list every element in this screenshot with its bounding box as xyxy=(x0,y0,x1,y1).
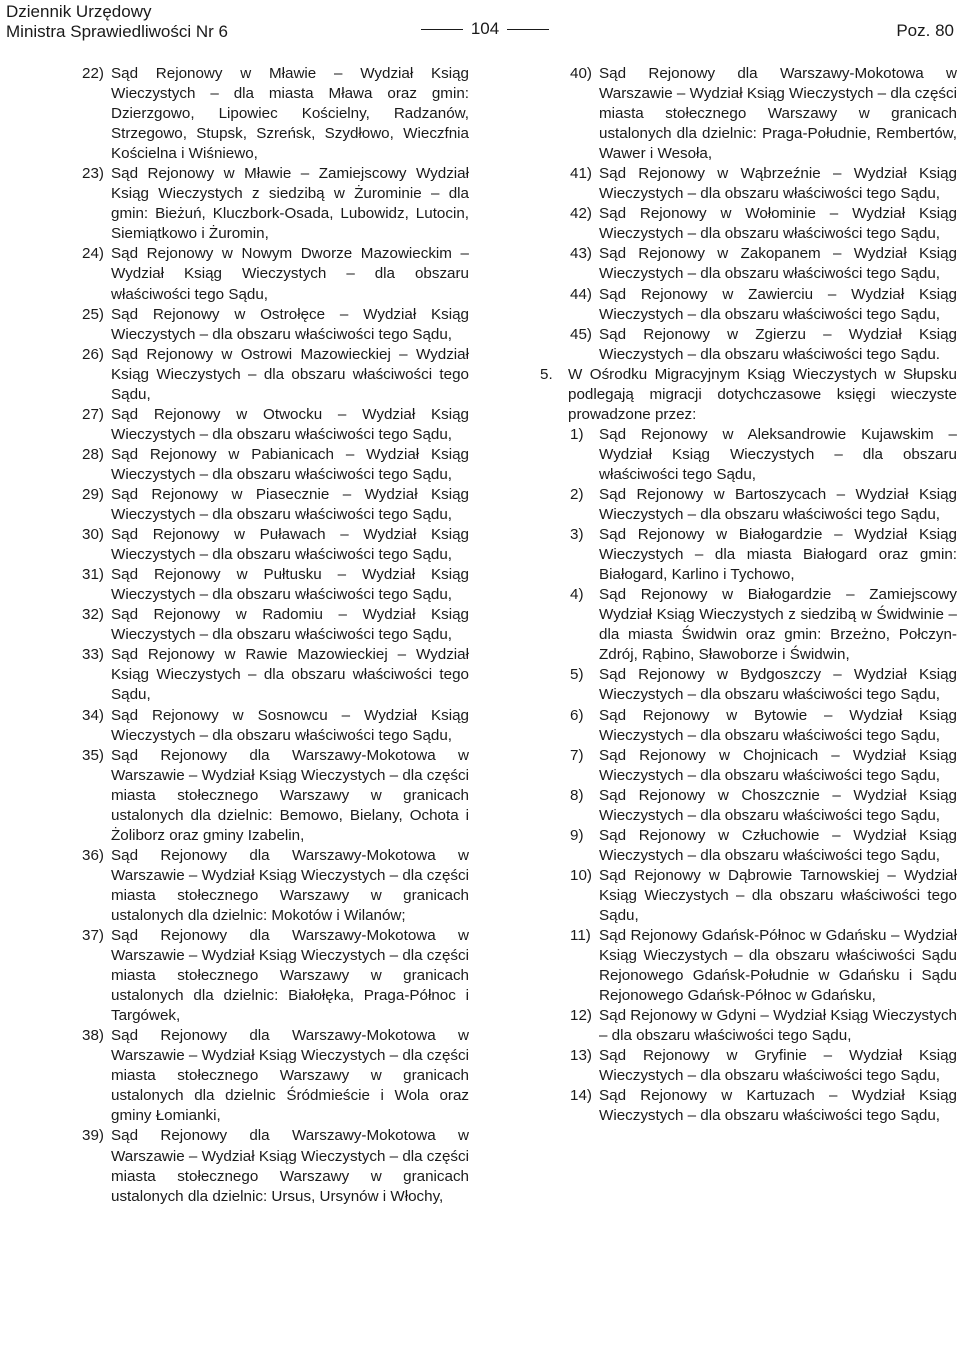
item-text: Sąd Rejonowy w Gdyni – Wydział Ksiąg Wieczystych – dla obszaru właściwości tego Sądu, xyxy=(599,1007,957,1045)
item-text: Sąd Rejonowy Gdańsk-Północ w Gdańsku – Wydział Ksiąg Wieczystych – dla obszaru właściwości Sądu Rejonowego Gdańsk-Południe w Gdańsku i Sądu Rejonowego Gdańsk-Północ w Gdańsku, xyxy=(599,927,957,1005)
list-item xyxy=(530,485,957,525)
item-number: 1) xyxy=(570,425,584,443)
item-text: Sąd Rejonowy w Puławach – Wydział Ksiąg Wieczystych – dla obszaru właściwości tego Sądu, xyxy=(111,526,469,564)
list-item xyxy=(530,64,957,164)
item-number: 12) xyxy=(570,1007,592,1025)
list-item xyxy=(530,1046,957,1086)
item-text: Sąd Rejonowy w Bartoszycach – Wydział Ksiąg Wieczystych – dla obszaru właściwości tego Sądu, xyxy=(599,485,957,524)
item-number: 5) xyxy=(570,666,584,684)
item-text: Sąd Rejonowy dla Warszawy-Mokotowa w Warszawie – Wydział Ksiąg Wieczystych – dla części miasta stołecznego Warszawy w granicach ustalonych dla dzielnic: Mokotów i Wilanów; xyxy=(111,846,469,924)
position-number: Poz. 80 xyxy=(896,21,954,40)
item-text: Sąd Rejonowy w Rawie Mazowieckiej – Wydział Ksiąg Wieczystych – dla obszaru właściwości tego Sądu, xyxy=(111,646,469,704)
item-number: 37) xyxy=(82,927,104,945)
list-item xyxy=(530,204,957,244)
item-number: 31) xyxy=(82,566,104,584)
item-text: Sąd Rejonowy w Pabianicach – Wydział Ksiąg Wieczystych – dla obszaru właściwości tego Sądu, xyxy=(111,445,469,483)
list-item xyxy=(82,64,469,164)
list-item xyxy=(82,164,469,244)
list-item xyxy=(82,605,469,645)
list-item xyxy=(530,164,957,204)
list-item xyxy=(82,345,469,405)
item-text: Sąd Rejonowy dla Warszawy-Mokotowa w Warszawie – Wydział Ksiąg Wieczystych – dla części miasta stołecznego Warszawy w granicach ustalonych dla dzielnic Śródmieście i Wola oraz gminy Łomianki, xyxy=(111,1027,469,1125)
list-item xyxy=(82,926,469,1026)
item-number: 36) xyxy=(82,846,104,864)
list-item xyxy=(82,485,469,525)
list-item xyxy=(530,325,957,365)
item-number: 32) xyxy=(82,606,104,624)
item-text: Sąd Rejonowy w Zawierciu – Wydział Ksiąg Wieczystych – dla obszaru właściwości tego Sądu, xyxy=(599,285,957,323)
item-text: Sąd Rejonowy w Gryfinie – Wydział Ksiąg Wieczystych – dla obszaru właściwości tego Sądu, xyxy=(599,1047,957,1085)
list-item xyxy=(530,1086,957,1126)
section-5 xyxy=(530,365,957,425)
list-item xyxy=(82,565,469,605)
page-number-block xyxy=(405,19,565,39)
item-number: 24) xyxy=(82,245,104,263)
right-column-list-top xyxy=(530,64,957,365)
item-text: Sąd Rejonowy dla Warszawy-Mokotowa w Warszawie – Wydział Ksiąg Wieczystych – dla części miasta stołecznego Warszawy w granicach ustalonych dla dzielnic: Ursus, Ursynów i Włochy, xyxy=(111,1127,469,1205)
item-number: 11) xyxy=(570,927,591,945)
item-number: 27) xyxy=(82,405,104,423)
list-item xyxy=(530,665,957,705)
list-item xyxy=(82,1026,469,1126)
item-text: Sąd Rejonowy w Chojnicach – Wydział Ksiąg Wieczystych – dla obszaru właściwości tego Sądu, xyxy=(599,746,957,784)
item-text: Sąd Rejonowy w Bydgoszczy – Wydział Ksiąg Wieczystych – dla obszaru właściwości tego Sądu, xyxy=(599,666,957,704)
item-text: Sąd Rejonowy w Choszcznie – Wydział Ksiąg Wieczystych – dla obszaru właściwości tego Sądu, xyxy=(599,786,957,824)
list-item xyxy=(530,746,957,786)
item-number: 28) xyxy=(82,445,104,463)
list-item xyxy=(530,525,957,585)
right-column xyxy=(530,64,957,1126)
item-text: Sąd Rejonowy w Bytowie – Wydział Ksiąg Wieczystych – dla obszaru właściwości tego Sądu, xyxy=(599,706,957,744)
item-number: 25) xyxy=(82,305,104,323)
journal-name: Dziennik Urzędowy xyxy=(6,2,152,21)
item-number: 3) xyxy=(570,526,584,544)
item-text: Sąd Rejonowy w Kartuzach – Wydział Ksiąg Wieczystych – dla obszaru właściwości tego Sądu, xyxy=(599,1087,957,1125)
item-text: Sąd Rejonowy w Mławie – Wydział Ksiąg Wieczystych – dla miasta Mława oraz gmin: Dzierzgowo, Lipowiec Kościelny, Radzanów, Strzegowo, Stupsk, Szreńsk, Szydłowo, Wieczfnia Kościelna i Wiśniewo, xyxy=(111,65,469,163)
item-text: Sąd Rejonowy w Dąbrowie Tarnowskiej – Wydział Ksiąg Wieczystych – dla obszaru właściwości tego Sądu, xyxy=(599,866,957,924)
item-number: 9) xyxy=(570,826,584,844)
list-item xyxy=(530,425,957,485)
item-text: Sąd Rejonowy w Zakopanem – Wydział Ksiąg Wieczystych – dla obszaru właściwości tego Sądu, xyxy=(599,245,957,283)
item-number: 7) xyxy=(570,746,584,764)
item-number: 30) xyxy=(82,526,104,544)
dash-left xyxy=(421,29,463,30)
item-number: 10) xyxy=(570,866,592,884)
item-number: 2) xyxy=(570,485,584,503)
list-item xyxy=(82,305,469,345)
list-item xyxy=(82,846,469,926)
right-column-list-items xyxy=(530,425,957,1127)
item-text: Sąd Rejonowy w Piasecznie – Wydział Ksiąg Wieczystych – dla obszaru właściwości tego Sądu, xyxy=(111,485,469,524)
left-column xyxy=(82,64,469,1207)
list-item xyxy=(82,405,469,445)
list-item xyxy=(530,585,957,665)
item-number: 35) xyxy=(82,746,104,764)
list-item xyxy=(82,706,469,746)
item-text: Sąd Rejonowy w Aleksandrowie Kujawskim – Wydział Ksiąg Wieczystych – dla obszaru właściwości tego Sądu, xyxy=(599,425,957,483)
item-number: 6) xyxy=(570,706,584,724)
item-text: Sąd Rejonowy w Zgierzu – Wydział Ksiąg Wieczystych – dla obszaru właściwości tego Sądu. xyxy=(599,325,957,363)
item-number: 14) xyxy=(570,1087,592,1105)
list-item xyxy=(82,746,469,846)
item-number: 4) xyxy=(570,586,584,604)
journal-title xyxy=(6,2,228,42)
ministry-name: Ministra Sprawiedliwości Nr 6 xyxy=(6,22,229,41)
item-text: Sąd Rejonowy w Białogardzie – Zamiejscowy Wydział Ksiąg Wieczystych z siedzibą w Świdwinie – dla miasta Świdwin oraz gmin: Brzeżno, Połczyn-Zdrój, Rąbino, Sławoborze i Świdwin, xyxy=(599,586,957,664)
item-text: Sąd Rejonowy dla Warszawy-Mokotowa w Warszawie – Wydział Ksiąg Wieczystych – dla części miasta stołecznego Warszawy w granicach ustalonych dla dzielnic: Białołęka, Praga-Północ i Targówek, xyxy=(111,927,469,1025)
list-item xyxy=(82,445,469,485)
list-item xyxy=(530,786,957,826)
list-item xyxy=(530,244,957,284)
item-number: 42) xyxy=(570,205,592,223)
list-item xyxy=(530,1006,957,1046)
item-number: 26) xyxy=(82,345,104,363)
item-text: Sąd Rejonowy w Pułtusku – Wydział Ksiąg Wieczystych – dla obszaru właściwości tego Sądu, xyxy=(111,566,469,604)
page-number: 104 xyxy=(470,19,500,38)
item-text: Sąd Rejonowy w Człuchowie – Wydział Ksiąg Wieczystych – dla obszaru właściwości tego Sądu, xyxy=(599,826,957,864)
item-number: 8) xyxy=(570,786,584,804)
item-number: 41) xyxy=(570,165,592,183)
item-text: Sąd Rejonowy w Nowym Dworze Mazowieckim – Wydział Ksiąg Wieczystych – dla obszaru właściwości tego Sądu, xyxy=(111,245,469,303)
list-item xyxy=(82,1126,469,1206)
item-text: Sąd Rejonowy w Sosnowcu – Wydział Ksiąg Wieczystych – dla obszaru właściwości tego Sądu, xyxy=(111,706,469,744)
item-number: 38) xyxy=(82,1027,104,1045)
list-item xyxy=(82,244,469,304)
section-5-number: 5. xyxy=(540,365,553,383)
dash-right xyxy=(507,29,549,30)
item-text: Sąd Rejonowy w Ostrowi Mazowieckiej – Wydział Ksiąg Wieczystych – dla obszaru właściwości tego Sądu, xyxy=(111,345,469,403)
item-number: 45) xyxy=(570,325,592,343)
list-item xyxy=(530,706,957,746)
item-number: 29) xyxy=(82,485,104,503)
page-header xyxy=(0,0,960,44)
item-text: Sąd Rejonowy w Wołominie – Wydział Ksiąg Wieczystych – dla obszaru właściwości tego Sądu, xyxy=(599,205,957,243)
item-number: 33) xyxy=(82,646,104,664)
item-text: Sąd Rejonowy dla Warszawy-Mokotowa w Warszawie – Wydział Ksiąg Wieczystych – dla części miasta stołecznego Warszawy w granicach ustalonych dla dzielnic: Praga-Południe, Rembertów, Wawer i Wesoła, xyxy=(599,65,957,163)
item-text: Sąd Rejonowy w Ostrołęce – Wydział Ksiąg Wieczystych – dla obszaru właściwości tego Sądu, xyxy=(111,305,469,343)
item-text: Sąd Rejonowy dla Warszawy-Mokotowa w Warszawie – Wydział Ksiąg Wieczystych – dla części miasta stołecznego Warszawy w granicach ustalonych dla dzielnic: Bemowo, Bielany, Ochota i Żoliborz oraz gminy Izabelin, xyxy=(111,746,469,844)
item-text: Sąd Rejonowy w Otwocku – Wydział Ksiąg Wieczystych – dla obszaru właściwości tego Sądu, xyxy=(111,405,469,443)
item-number: 23) xyxy=(82,165,104,183)
list-item xyxy=(82,525,469,565)
item-text: Sąd Rejonowy w Białogardzie – Wydział Ksiąg Wieczystych – dla miasta Białogard oraz gmin: Białogard, Karlino i Tychowo, xyxy=(599,526,957,584)
section-5-text: W Ośrodku Migracyjnym Ksiąg Wieczystych w Słupsku podlegają migracji dotychczasowe księgi wieczyste prowadzone przez: xyxy=(568,365,957,423)
item-text: Sąd Rejonowy w Wąbrzeźnie – Wydział Ksiąg Wieczystych – dla obszaru właściwości tego Sądu, xyxy=(599,165,957,203)
list-item xyxy=(530,926,957,1006)
item-text: Sąd Rejonowy w Radomiu – Wydział Ksiąg Wieczystych – dla obszaru właściwości tego Sądu, xyxy=(111,606,469,644)
item-text: Sąd Rejonowy w Mławie – Zamiejscowy Wydział Ksiąg Wieczystych z siedzibą w Żurominie – dla gmin: Bieżuń, Kluczbork-Osada, Lubowidz, Lutocin, Siemiątkowo i Żuromin, xyxy=(111,165,469,243)
list-item xyxy=(530,826,957,866)
list-item xyxy=(82,645,469,705)
item-number: 44) xyxy=(570,285,592,303)
item-number: 13) xyxy=(570,1047,592,1065)
item-number: 34) xyxy=(82,706,104,724)
list-item xyxy=(530,285,957,325)
item-number: 22) xyxy=(82,65,104,82)
list-item xyxy=(530,866,957,926)
item-number: 43) xyxy=(570,245,592,263)
item-number: 40) xyxy=(570,65,592,82)
item-number: 39) xyxy=(82,1127,104,1145)
